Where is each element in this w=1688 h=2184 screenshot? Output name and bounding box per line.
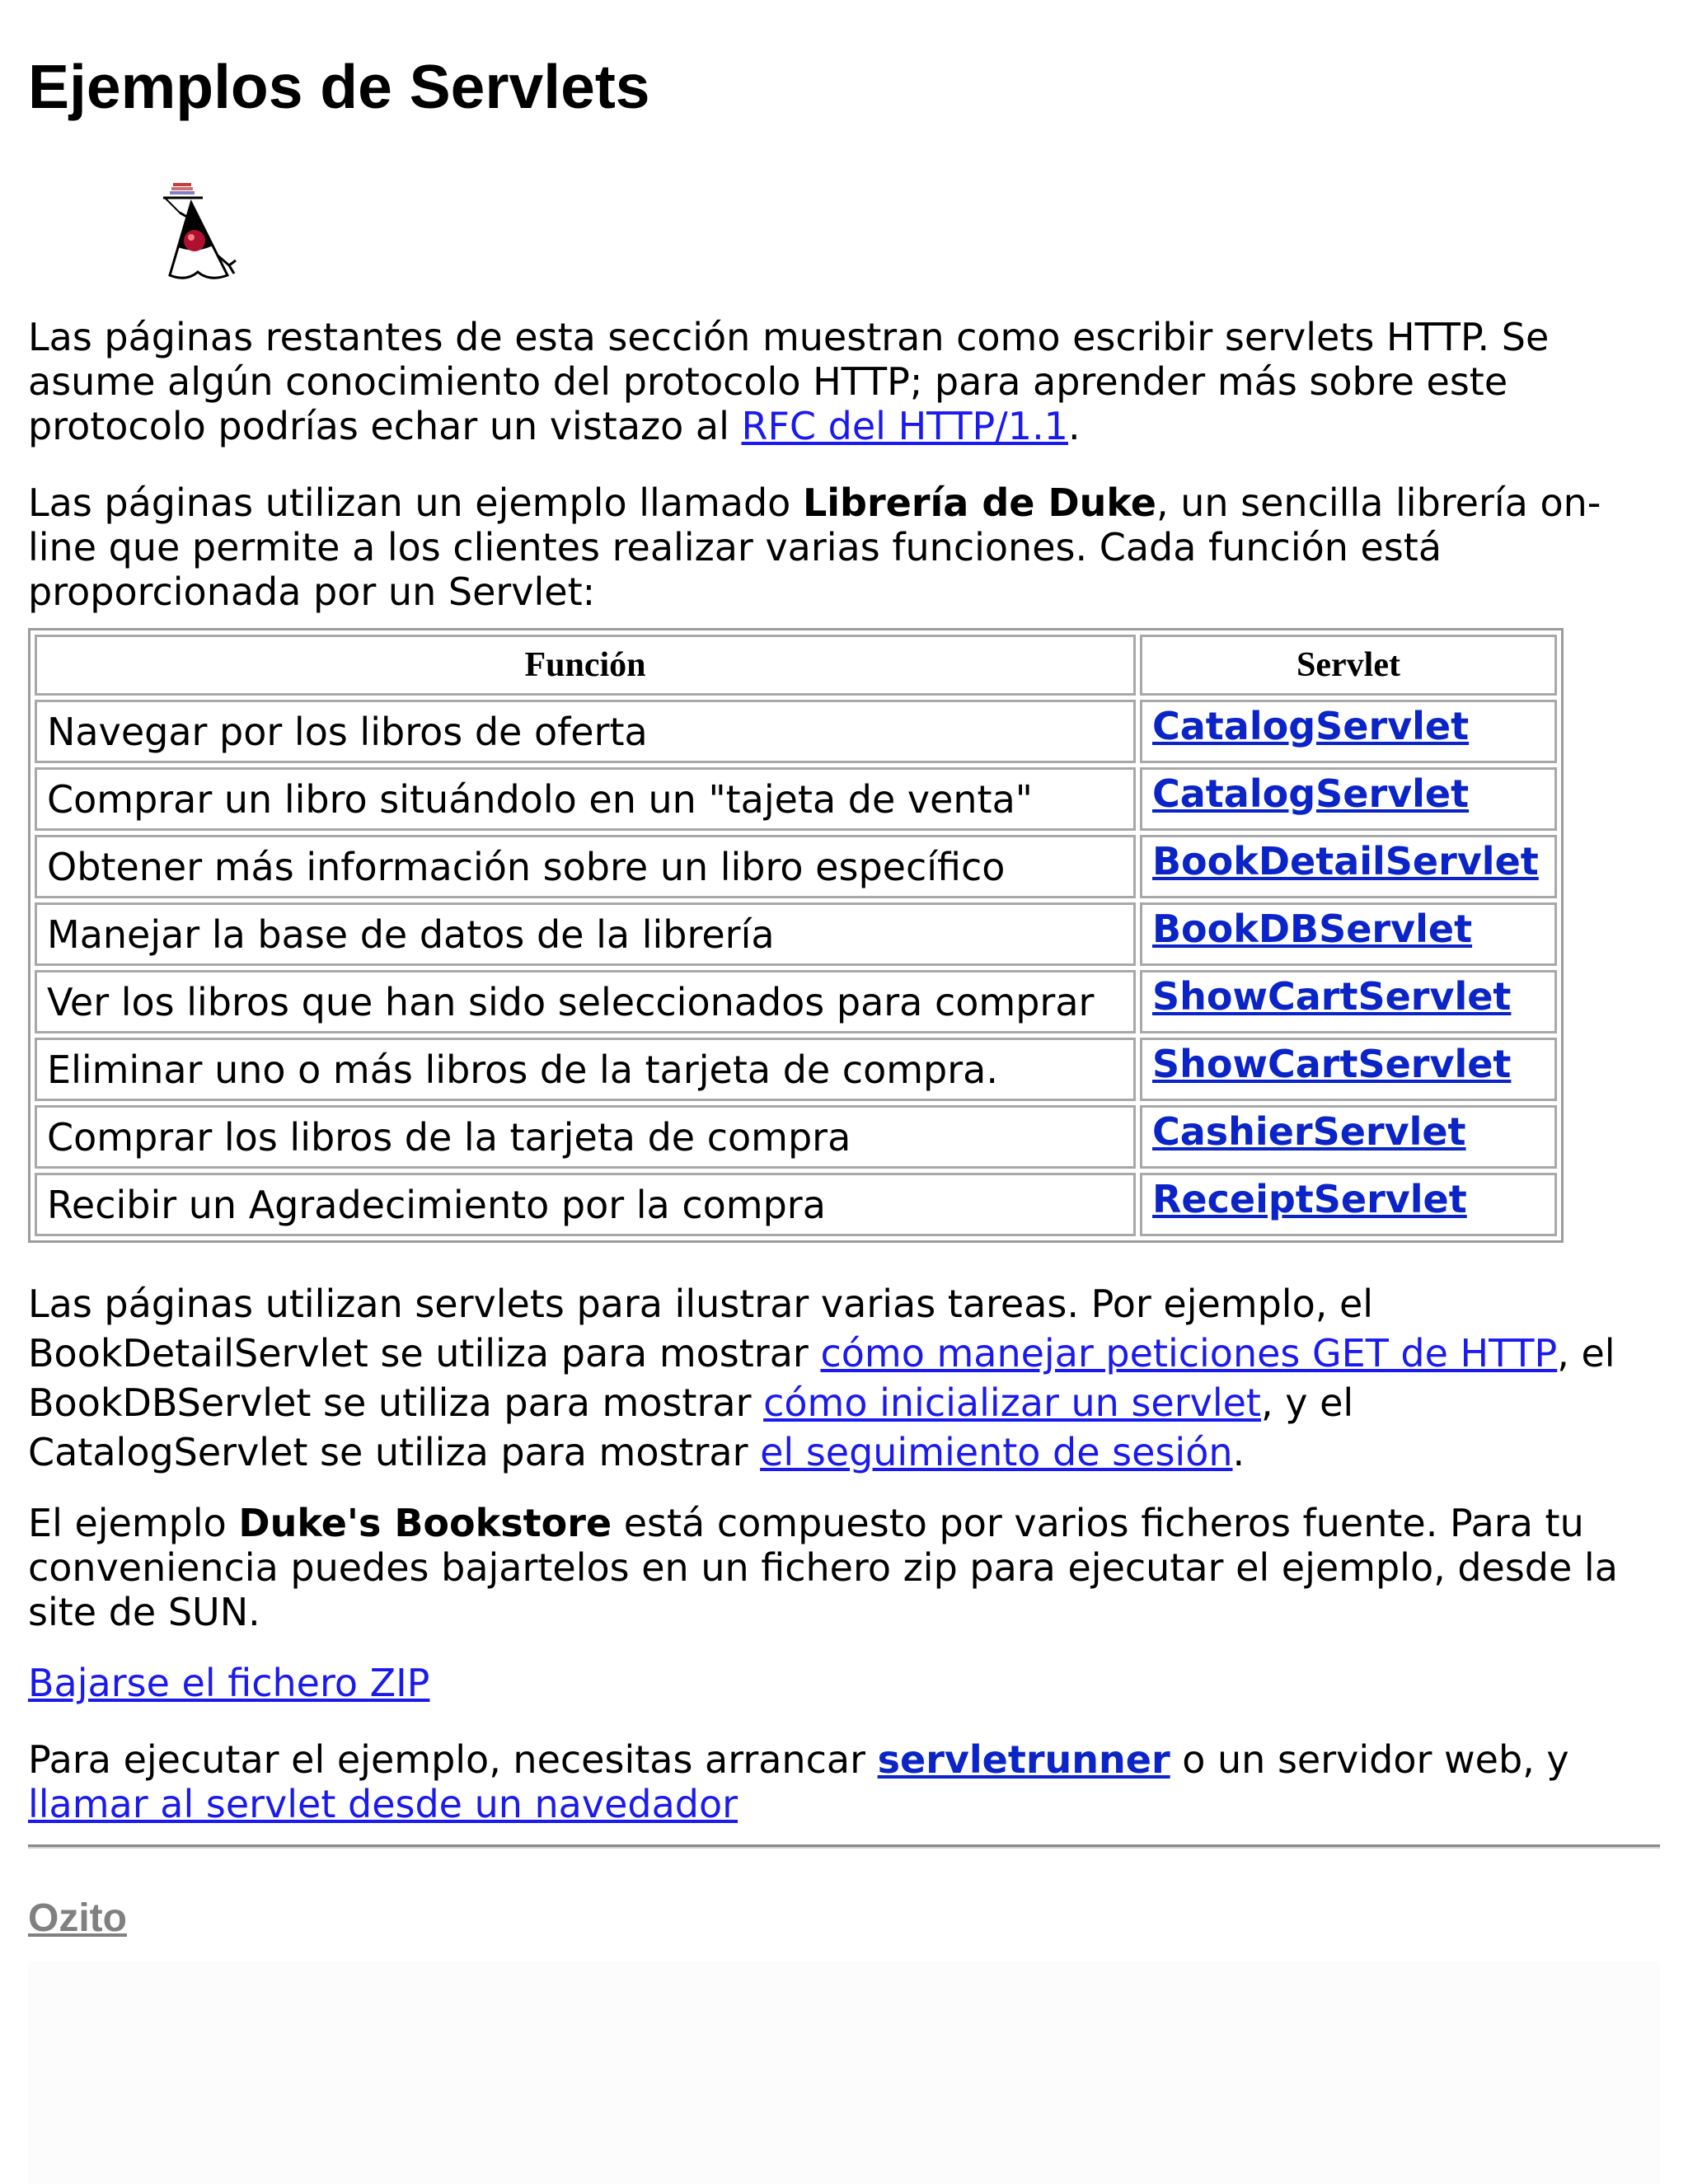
table-row bbox=[35, 835, 1557, 898]
servlet-cell bbox=[1140, 970, 1557, 1033]
bookstore-text-end: , un sencilla librería on-line que permite a los clientes realizar varias funciones. Cada función está proporcionada por un Servlet: bbox=[28, 480, 1601, 614]
function-cell: Manejar la base de datos de la librería bbox=[35, 902, 1136, 966]
download-zip-link[interactable]: Bajarse el fichero ZIP bbox=[28, 1661, 430, 1705]
servlet-cell bbox=[1140, 767, 1557, 831]
page-bottom-area bbox=[28, 1961, 1660, 2184]
servlet-link[interactable]: BookDBServlet bbox=[1152, 907, 1473, 951]
intro-paragraph bbox=[28, 315, 1660, 448]
servlet-cell bbox=[1140, 700, 1557, 763]
tasks-line-1: Las páginas utilizan servlets para ilustrar varias tareas. Por ejemplo, el bbox=[28, 1282, 1374, 1326]
function-cell: Eliminar uno o más libros de la tarjeta de compra. bbox=[35, 1038, 1136, 1101]
function-cell: Ver los libros que han sido seleccionados para comprar bbox=[35, 970, 1136, 1033]
servlet-link[interactable]: ShowCartServlet bbox=[1152, 974, 1512, 1019]
function-cell: Recibir un Agradecimiento por la compra bbox=[35, 1173, 1136, 1236]
header-servlet: Servlet bbox=[1140, 635, 1557, 696]
table-row bbox=[35, 1038, 1557, 1101]
intro-text-end: . bbox=[1067, 404, 1081, 448]
ozito-link[interactable]: Ozito bbox=[28, 1896, 127, 1940]
intro-text: Las páginas restantes de esta sección muestran como escribir servlets HTTP. Se asume algún conocimiento del protocolo HTTP; para aprender más sobre este protocolo podrías echar un vistazo al bbox=[28, 315, 1550, 448]
servlet-link[interactable]: ShowCartServlet bbox=[1152, 1042, 1512, 1086]
table-row bbox=[35, 700, 1557, 763]
table-row bbox=[35, 767, 1557, 831]
footer-divider bbox=[28, 1844, 1660, 1849]
servlet-link[interactable]: CatalogServlet bbox=[1152, 771, 1470, 816]
source-files-paragraph bbox=[28, 1501, 1660, 1634]
servletrunner-link[interactable]: servletrunner bbox=[877, 1737, 1170, 1782]
tasks-line-4 bbox=[28, 1430, 1660, 1479]
page-title: Ejemplos de Servlets bbox=[28, 52, 650, 121]
tasks-line-2 bbox=[28, 1331, 1660, 1380]
tasks-line-3 bbox=[28, 1380, 1660, 1430]
run-paragraph bbox=[28, 1737, 1660, 1826]
duke-waiter-icon bbox=[132, 180, 264, 292]
functions-table bbox=[28, 628, 1564, 1243]
bookstore-name: Librería de Duke bbox=[802, 480, 1156, 525]
servlet-cell bbox=[1140, 1105, 1557, 1169]
source-text-end: está compuesto por varios ficheros fuente. Para tu conveniencia puedes bajartelos en un fichero zip para ejecutar el ejemplo, desde la site de SUN. bbox=[28, 1501, 1618, 1634]
servlet-link[interactable]: BookDetailServlet bbox=[1152, 839, 1539, 883]
tasks-text: BookDetailServlet se utiliza para mostrar bbox=[28, 1331, 821, 1376]
table-row bbox=[35, 970, 1557, 1033]
function-cell: Comprar un libro situándolo en un "tajeta de venta" bbox=[35, 767, 1136, 831]
function-cell: Comprar los libros de la tarjeta de compra bbox=[35, 1105, 1136, 1169]
servlet-cell bbox=[1140, 835, 1557, 898]
servlet-link[interactable]: ReceiptServlet bbox=[1152, 1177, 1467, 1221]
tasks-text: , y el bbox=[1260, 1380, 1354, 1425]
table-row bbox=[35, 1105, 1557, 1169]
servlet-cell bbox=[1140, 1038, 1557, 1101]
table-header-row bbox=[35, 635, 1557, 696]
run-text: Para ejecutar el ejemplo, necesitas arrancar bbox=[28, 1737, 878, 1782]
get-requests-link[interactable]: cómo manejar peticiones GET de HTTP bbox=[820, 1331, 1558, 1376]
session-tracking-link[interactable]: el seguimiento de sesión bbox=[760, 1430, 1233, 1474]
dukes-bookstore-name: Duke's Bookstore bbox=[238, 1501, 612, 1545]
tasks-text: . bbox=[1232, 1430, 1245, 1474]
servlet-cell bbox=[1140, 902, 1557, 966]
table-row bbox=[35, 1173, 1557, 1236]
rfc-http-link[interactable]: RFC del HTTP/1.1 bbox=[741, 404, 1068, 448]
header-function: Función bbox=[35, 635, 1136, 696]
source-text: El ejemplo bbox=[28, 1501, 239, 1545]
function-cell: Navegar por los libros de oferta bbox=[35, 700, 1136, 763]
tasks-text: BookDBServlet se utiliza para mostrar bbox=[28, 1380, 764, 1425]
servlet-link[interactable]: CatalogServlet bbox=[1152, 704, 1470, 748]
tasks-paragraph bbox=[28, 1282, 1660, 1479]
servlet-link[interactable]: CashierServlet bbox=[1152, 1109, 1466, 1154]
run-text-mid: o un servidor web, y bbox=[1170, 1737, 1569, 1782]
table-row bbox=[35, 902, 1557, 966]
function-cell: Obtener más información sobre un libro específico bbox=[35, 835, 1136, 898]
call-servlet-link[interactable]: llamar al servlet desde un navedador bbox=[28, 1782, 738, 1826]
servlet-cell bbox=[1140, 1173, 1557, 1236]
init-servlet-link[interactable]: cómo inicializar un servlet bbox=[763, 1380, 1261, 1425]
tasks-text: , el bbox=[1557, 1331, 1615, 1376]
bookstore-text: Las páginas utilizan un ejemplo llamado bbox=[28, 480, 803, 525]
zip-paragraph bbox=[28, 1661, 429, 1705]
bookstore-paragraph bbox=[28, 480, 1660, 614]
tasks-text: CatalogServlet se utiliza para mostrar bbox=[28, 1430, 761, 1474]
